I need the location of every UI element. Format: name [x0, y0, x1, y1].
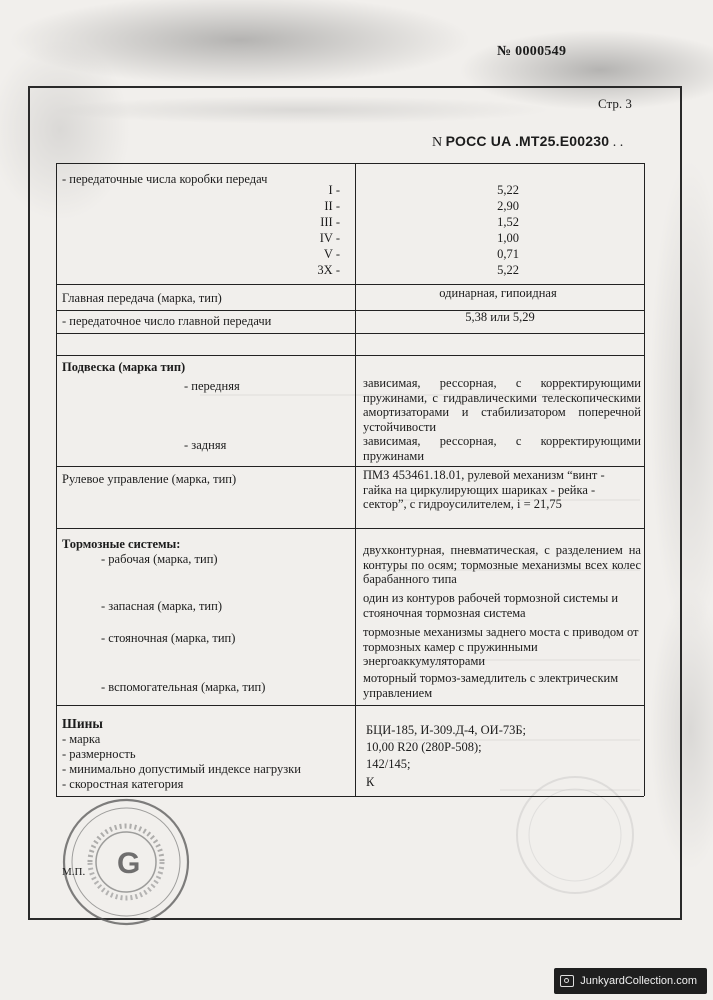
- watermark-badge: [554, 968, 707, 994]
- certificate-code: РОСС UA .МТ25.Е00230: [445, 133, 610, 149]
- gear-4-value: 1,00: [497, 231, 519, 245]
- gear-1-roman: I -: [328, 183, 340, 197]
- table-line: [56, 355, 644, 356]
- document-number: № 0000549: [497, 44, 567, 59]
- watermark-text: JunkyardCollection.com: [580, 975, 697, 987]
- round-stamp-image: [60, 796, 192, 928]
- brakes-parking-label: - стояночная (марка, тип): [101, 631, 236, 645]
- gear-6-roman: 3Х -: [317, 263, 340, 277]
- main-ratio-value: 5,38 или 5,29: [465, 310, 535, 324]
- stamp-label: М.П.: [62, 866, 86, 878]
- main-ratio-label: - передаточное число главной передачи: [62, 314, 272, 328]
- gear-1-value: 5,22: [497, 183, 519, 197]
- page-label: Стр. 3: [598, 96, 632, 111]
- steering-value: ПМЗ 453461.18.01, рулевой механизм “винт - гайка на циркулирующих шариках - рейка - сектор”, с гидроусилителем, i = 21,75: [363, 468, 605, 511]
- table-line: [56, 333, 644, 334]
- table-line: [56, 284, 644, 285]
- brakes-spare-value: один из контуров рабочей тормозной системы и стояночная тормозная система: [363, 591, 619, 620]
- gear-4-roman: IV -: [319, 231, 340, 245]
- suspension-rear-label: - задняя: [184, 438, 227, 452]
- suspension-front-value: зависимая, рессорная, с корректирующими пружинами, с гидравлическими телескопическими амортизаторами и стабилизатором поперечной устойчивости: [363, 376, 641, 434]
- tire-label: - размерность: [62, 747, 136, 761]
- gear-3-value: 1,52: [497, 215, 519, 229]
- gear-6-value: 5,22: [497, 263, 519, 277]
- table-top-border: [56, 163, 644, 164]
- suspension-title: Подвеска (марка тип): [62, 360, 186, 374]
- certificate-prefix: N: [432, 135, 443, 150]
- suspension-front-label: - передняя: [184, 379, 240, 393]
- brakes-service-value: двухконтурная, пневматическая, с разделением на контуры по осям; тормозные механизмы всех колес барабанного типа: [363, 543, 641, 586]
- gear-5-value: 0,71: [497, 247, 519, 261]
- table-column-divider: [355, 163, 356, 796]
- tire-value: БЦИ-185, И-309.Д-4, ОИ-73Б;: [366, 723, 527, 737]
- brakes-auxiliary-value: моторный тормоз-замедлитель с электрическим управлением: [363, 671, 619, 700]
- tires-title: Шины: [62, 716, 103, 731]
- brakes-title: Тормозные системы:: [62, 537, 181, 551]
- brakes-auxiliary-label: - вспомогательная (марка, тип): [101, 680, 266, 694]
- brakes-parking-value: тормозные механизмы заднего моста с приводом от тормозных камер с пружинными энергоаккумуляторами: [363, 625, 639, 668]
- tire-label: - минимально допустимый индексе нагрузки: [62, 762, 301, 776]
- brakes-spare-label: - запасная (марка, тип): [101, 599, 222, 613]
- table-left-border: [56, 163, 57, 796]
- main-gear-label: Главная передача (марка, тип): [62, 291, 222, 305]
- gear-3-roman: III -: [320, 215, 340, 229]
- svg-text:G: G: [117, 847, 141, 880]
- gearbox-label: - передаточные числа коробки передач: [62, 172, 268, 186]
- certificate-number: N РОСС UA .МТ25.Е00230 . .: [432, 133, 624, 150]
- camera-icon: [560, 975, 574, 987]
- table-line: [56, 705, 644, 706]
- table-line: [56, 466, 644, 467]
- steering-label: Рулевое управление (марка, тип): [62, 472, 237, 486]
- table-right-border: [644, 163, 645, 796]
- tire-label: - скоростная категория: [62, 777, 184, 791]
- gear-5-roman: V -: [323, 247, 340, 261]
- brakes-service-label: - рабочая (марка, тип): [101, 552, 218, 566]
- tire-value: К: [366, 775, 375, 789]
- gear-2-value: 2,90: [497, 199, 519, 213]
- tire-value: 142/145;: [366, 757, 411, 771]
- tire-value: 10,00 R20 (280Р-508);: [366, 740, 482, 754]
- gear-2-roman: II -: [324, 199, 340, 213]
- suspension-rear-value: зависимая, рессорная, с корректирующими пружинами: [363, 434, 641, 463]
- main-gear-value: одинарная, гипоидная: [439, 286, 557, 300]
- table-line: [56, 528, 644, 529]
- tire-label: - марка: [62, 732, 101, 746]
